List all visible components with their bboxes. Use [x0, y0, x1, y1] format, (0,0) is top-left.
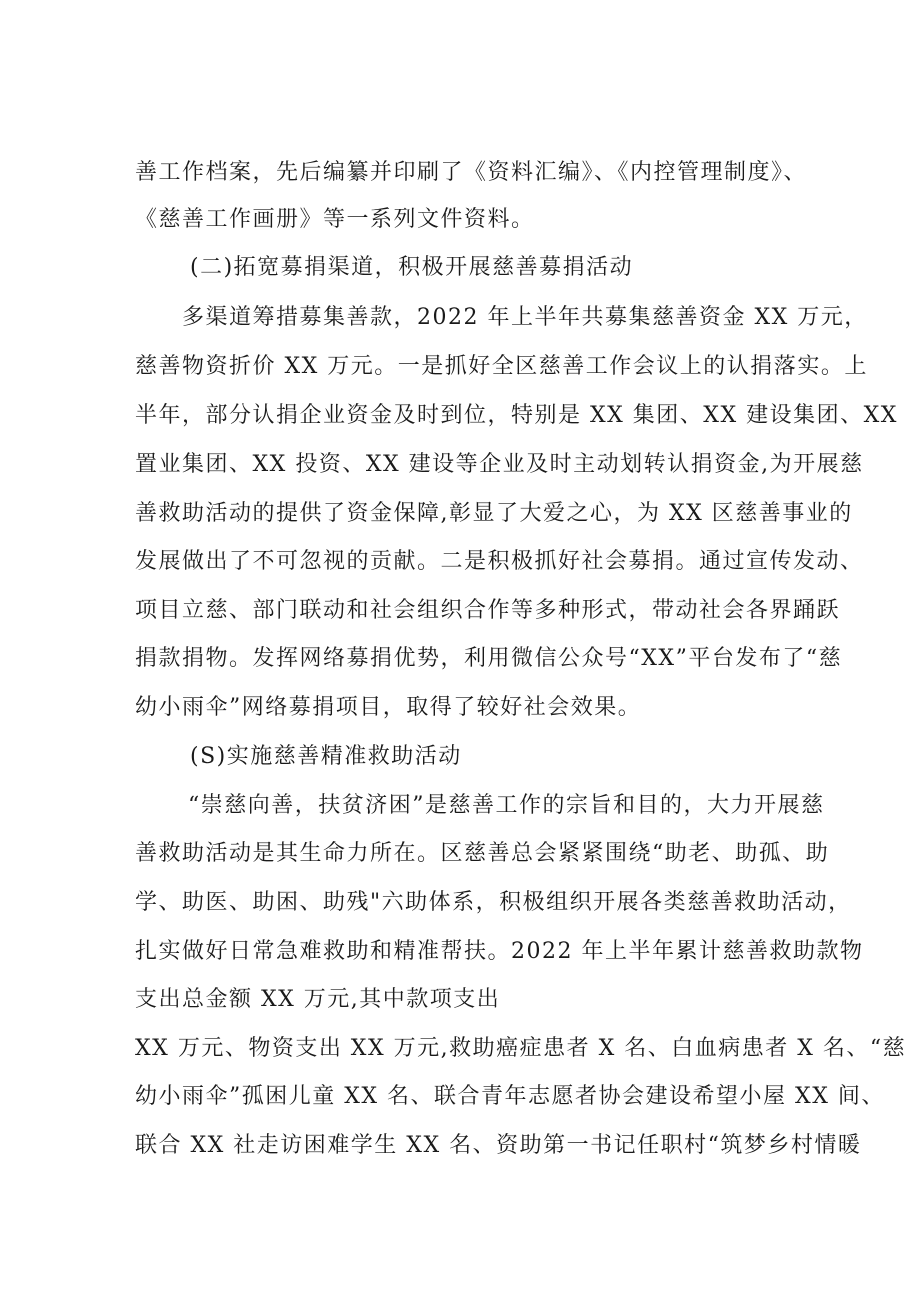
paragraph-line: 善救助活动是其生命力所在。区慈善总会紧紧围绕“助老、助孤、助 — [135, 841, 830, 866]
paragraph-line: XX 万元、物资支出 XX 万元,救助癌症患者 X 名、白血病患者 X 名、“慈 — [135, 1036, 907, 1061]
paragraph-line: 置业集团、XX 投资、XX 建设等企业及时主动划转认捐资金,为开展慈 — [135, 452, 864, 477]
section-heading: (二)拓宽募捐渠道，积极开展慈善募捐活动 — [190, 255, 634, 280]
paragraph-line: “崇慈向善，扶贫济困”是慈善工作的宗旨和目的，大力开展慈 — [188, 793, 825, 818]
paragraph-line: 扎实做好日常急难救助和精准帮扶。2022 年上半年累计慈善救助款物 — [135, 939, 864, 964]
paragraph-line: 支出总金额 XX 万元,其中款项支出 — [135, 987, 501, 1012]
paragraph-line: 联合 XX 社走访困难学生 XX 名、资助第一书记任职村“筑梦乡村情暖 — [135, 1133, 862, 1158]
paragraph-line: 《慈善工作画册》等一系列文件资料。 — [135, 207, 535, 232]
paragraph-line: 幼小雨伞”孤困儿童 XX 名、联合青年志愿者协会建设希望小屋 XX 间、 — [135, 1084, 885, 1109]
paragraph-line: 善救助活动的提供了资金保障,彰显了大爱之心，为 XX 区慈善事业的 — [135, 501, 853, 526]
paragraph-line: 慈善物资折价 XX 万元。一是抓好全区慈善工作会议上的认捐落实。上 — [135, 354, 868, 379]
paragraph-line: 项目立慈、部门联动和社会组织合作等多种形式，带动社会各界踊跃 — [135, 598, 841, 623]
paragraph-line: 发展做出了不可忽视的贡献。二是积极抓好社会募捐。通过宣传发动、 — [135, 549, 864, 574]
section-heading: (S)实施慈善精准救助活动 — [190, 744, 462, 769]
paragraph-line: 多渠道筹措募集善款，2022 年上半年共募集慈善资金 XX 万元， — [182, 305, 868, 330]
paragraph-line: 半年，部分认捐企业资金及时到位，特别是 XX 集团、XX 建设集团、XX — [135, 403, 898, 428]
paragraph-line: 幼小雨伞”网络募捐项目，取得了较好社会效果。 — [135, 695, 642, 720]
paragraph-line: 学、助医、助困、助残"六助体系，积极组织开展各类慈善救助活动， — [135, 890, 852, 915]
paragraph-line: 捐款捐物。发挥网络募捐优势，利用微信公众号“XX”平台发布了“慈 — [135, 646, 843, 671]
paragraph-line: 善工作档案，先后编纂并印刷了《资料汇编》、《内控管理制度》、 — [135, 160, 808, 185]
